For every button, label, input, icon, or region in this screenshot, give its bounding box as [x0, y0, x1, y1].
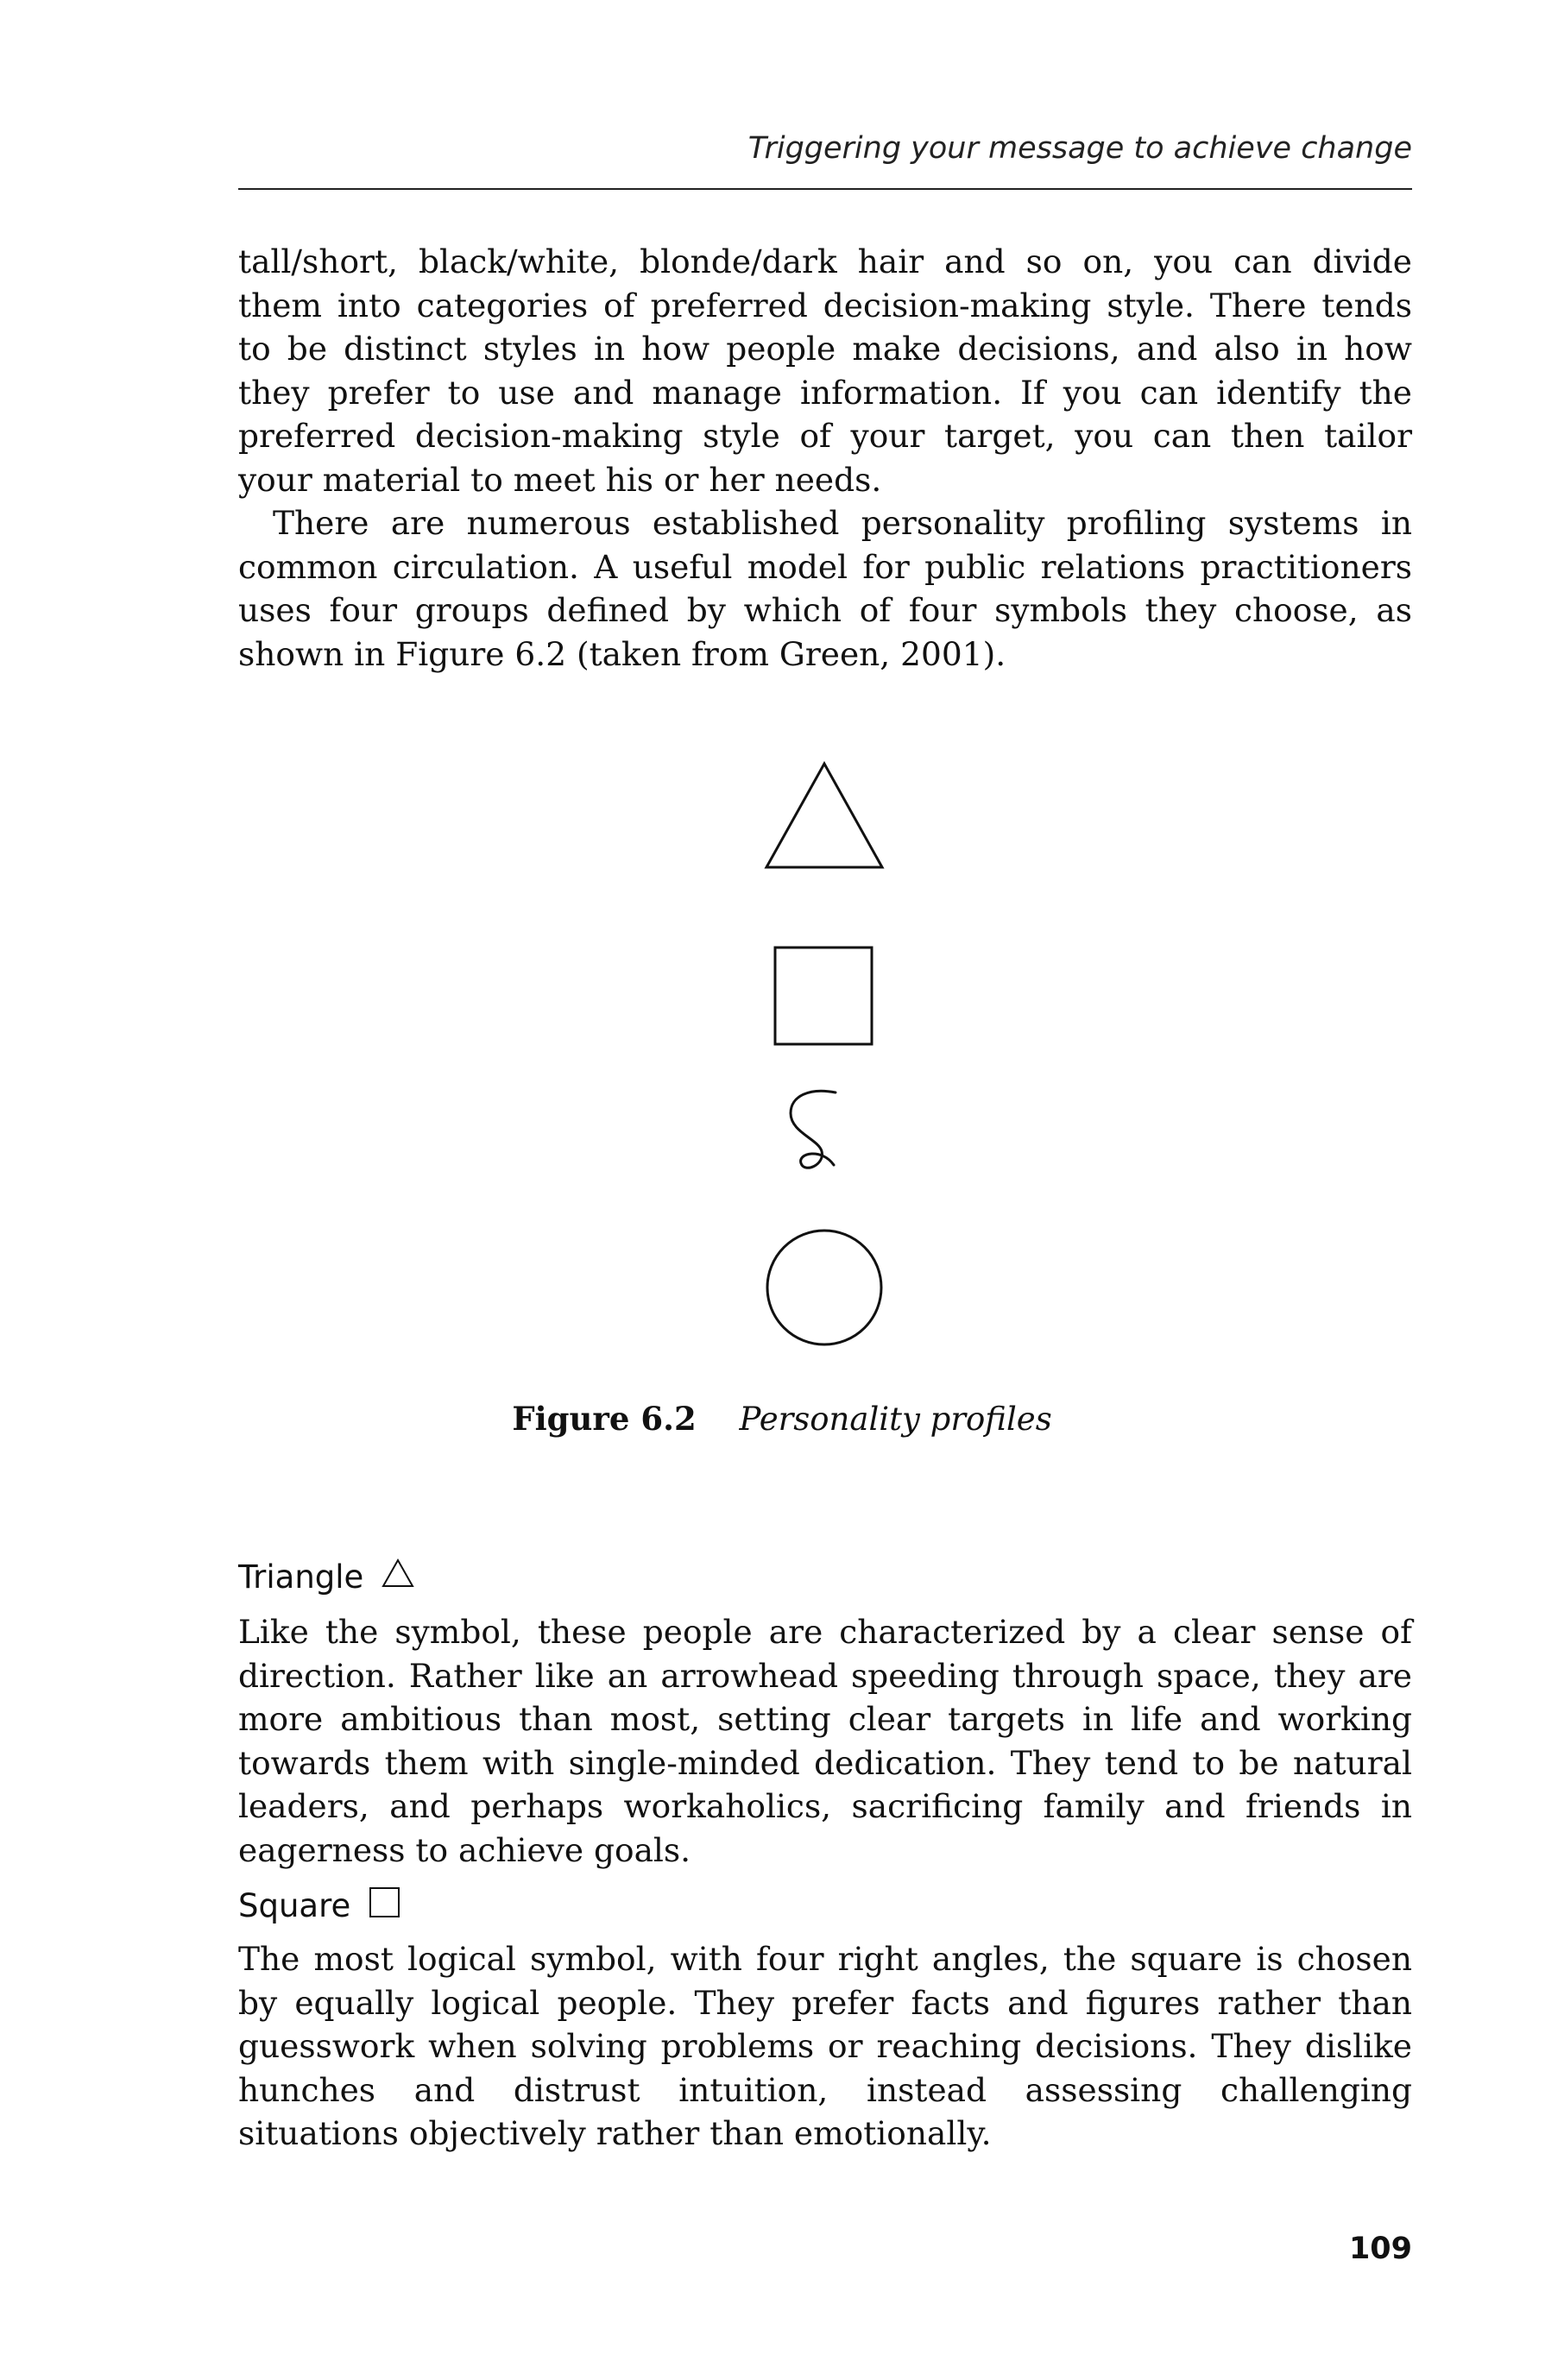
section-paragraph: Like the symbol, these people are characterized by a clear sense of direction. Rather like an arrowhead speeding through space, they are more ambitious than most, setting clear targets in life and working towards them with single-minded dedication. They tend to be natural leaders, and perhaps workaholics, sacrificing family and friends in eagerness to achieve goals. [238, 1613, 1412, 1869]
figure-number: Figure 6.2 [512, 1400, 697, 1438]
paragraph-2: There are numerous established personality profiling systems in common circulation. A useful model for public relations practitioners uses four groups defined by which of four symbols they choose, as shown in Figure 6.2 (taken from Green, 2001). [238, 504, 1412, 673]
section-heading-label: Square [238, 1887, 351, 1924]
paragraph-1: tall/short, black/white, blonde/dark hair and so on, you can divide them into categories of preferred decision-making style. There tends to be distinct styles in how people make decisions, and also in how they prefer to use and manage information. If you can identify the preferred decision-making style of your target, you can then tailor your material to meet his or her needs. [238, 242, 1412, 499]
section-heading-square [238, 1885, 402, 1927]
intro-text [238, 240, 1412, 676]
figure-6-2 [742, 751, 906, 1372]
squiggle-icon [791, 1091, 836, 1168]
triangle-icon [766, 764, 882, 867]
section-heading-label: Triangle [238, 1558, 364, 1596]
header-rule [238, 188, 1412, 190]
section-text-triangle [238, 1610, 1412, 1872]
section-text-square [238, 1937, 1412, 2156]
running-header: Triggering your message to achieve change [747, 131, 1412, 166]
square-icon [368, 1885, 402, 1927]
square-icon [775, 948, 872, 1044]
triangle-icon [381, 1558, 415, 1596]
page-number: 109 [1348, 2232, 1412, 2266]
figure-title: Personality profiles [739, 1401, 1052, 1438]
section-paragraph: The most logical symbol, with four right angles, the square is chosen by equally logical people. They prefer facts and figures rather than guesswork when solving problems or reaching decisions. They dislike hunches and distrust intuition, instead assessing challenging situations objectively rather than emotionally. [238, 1940, 1412, 2152]
section-heading-triangle [238, 1558, 415, 1596]
circle-icon [767, 1231, 881, 1344]
figure-caption [0, 1400, 1564, 1438]
